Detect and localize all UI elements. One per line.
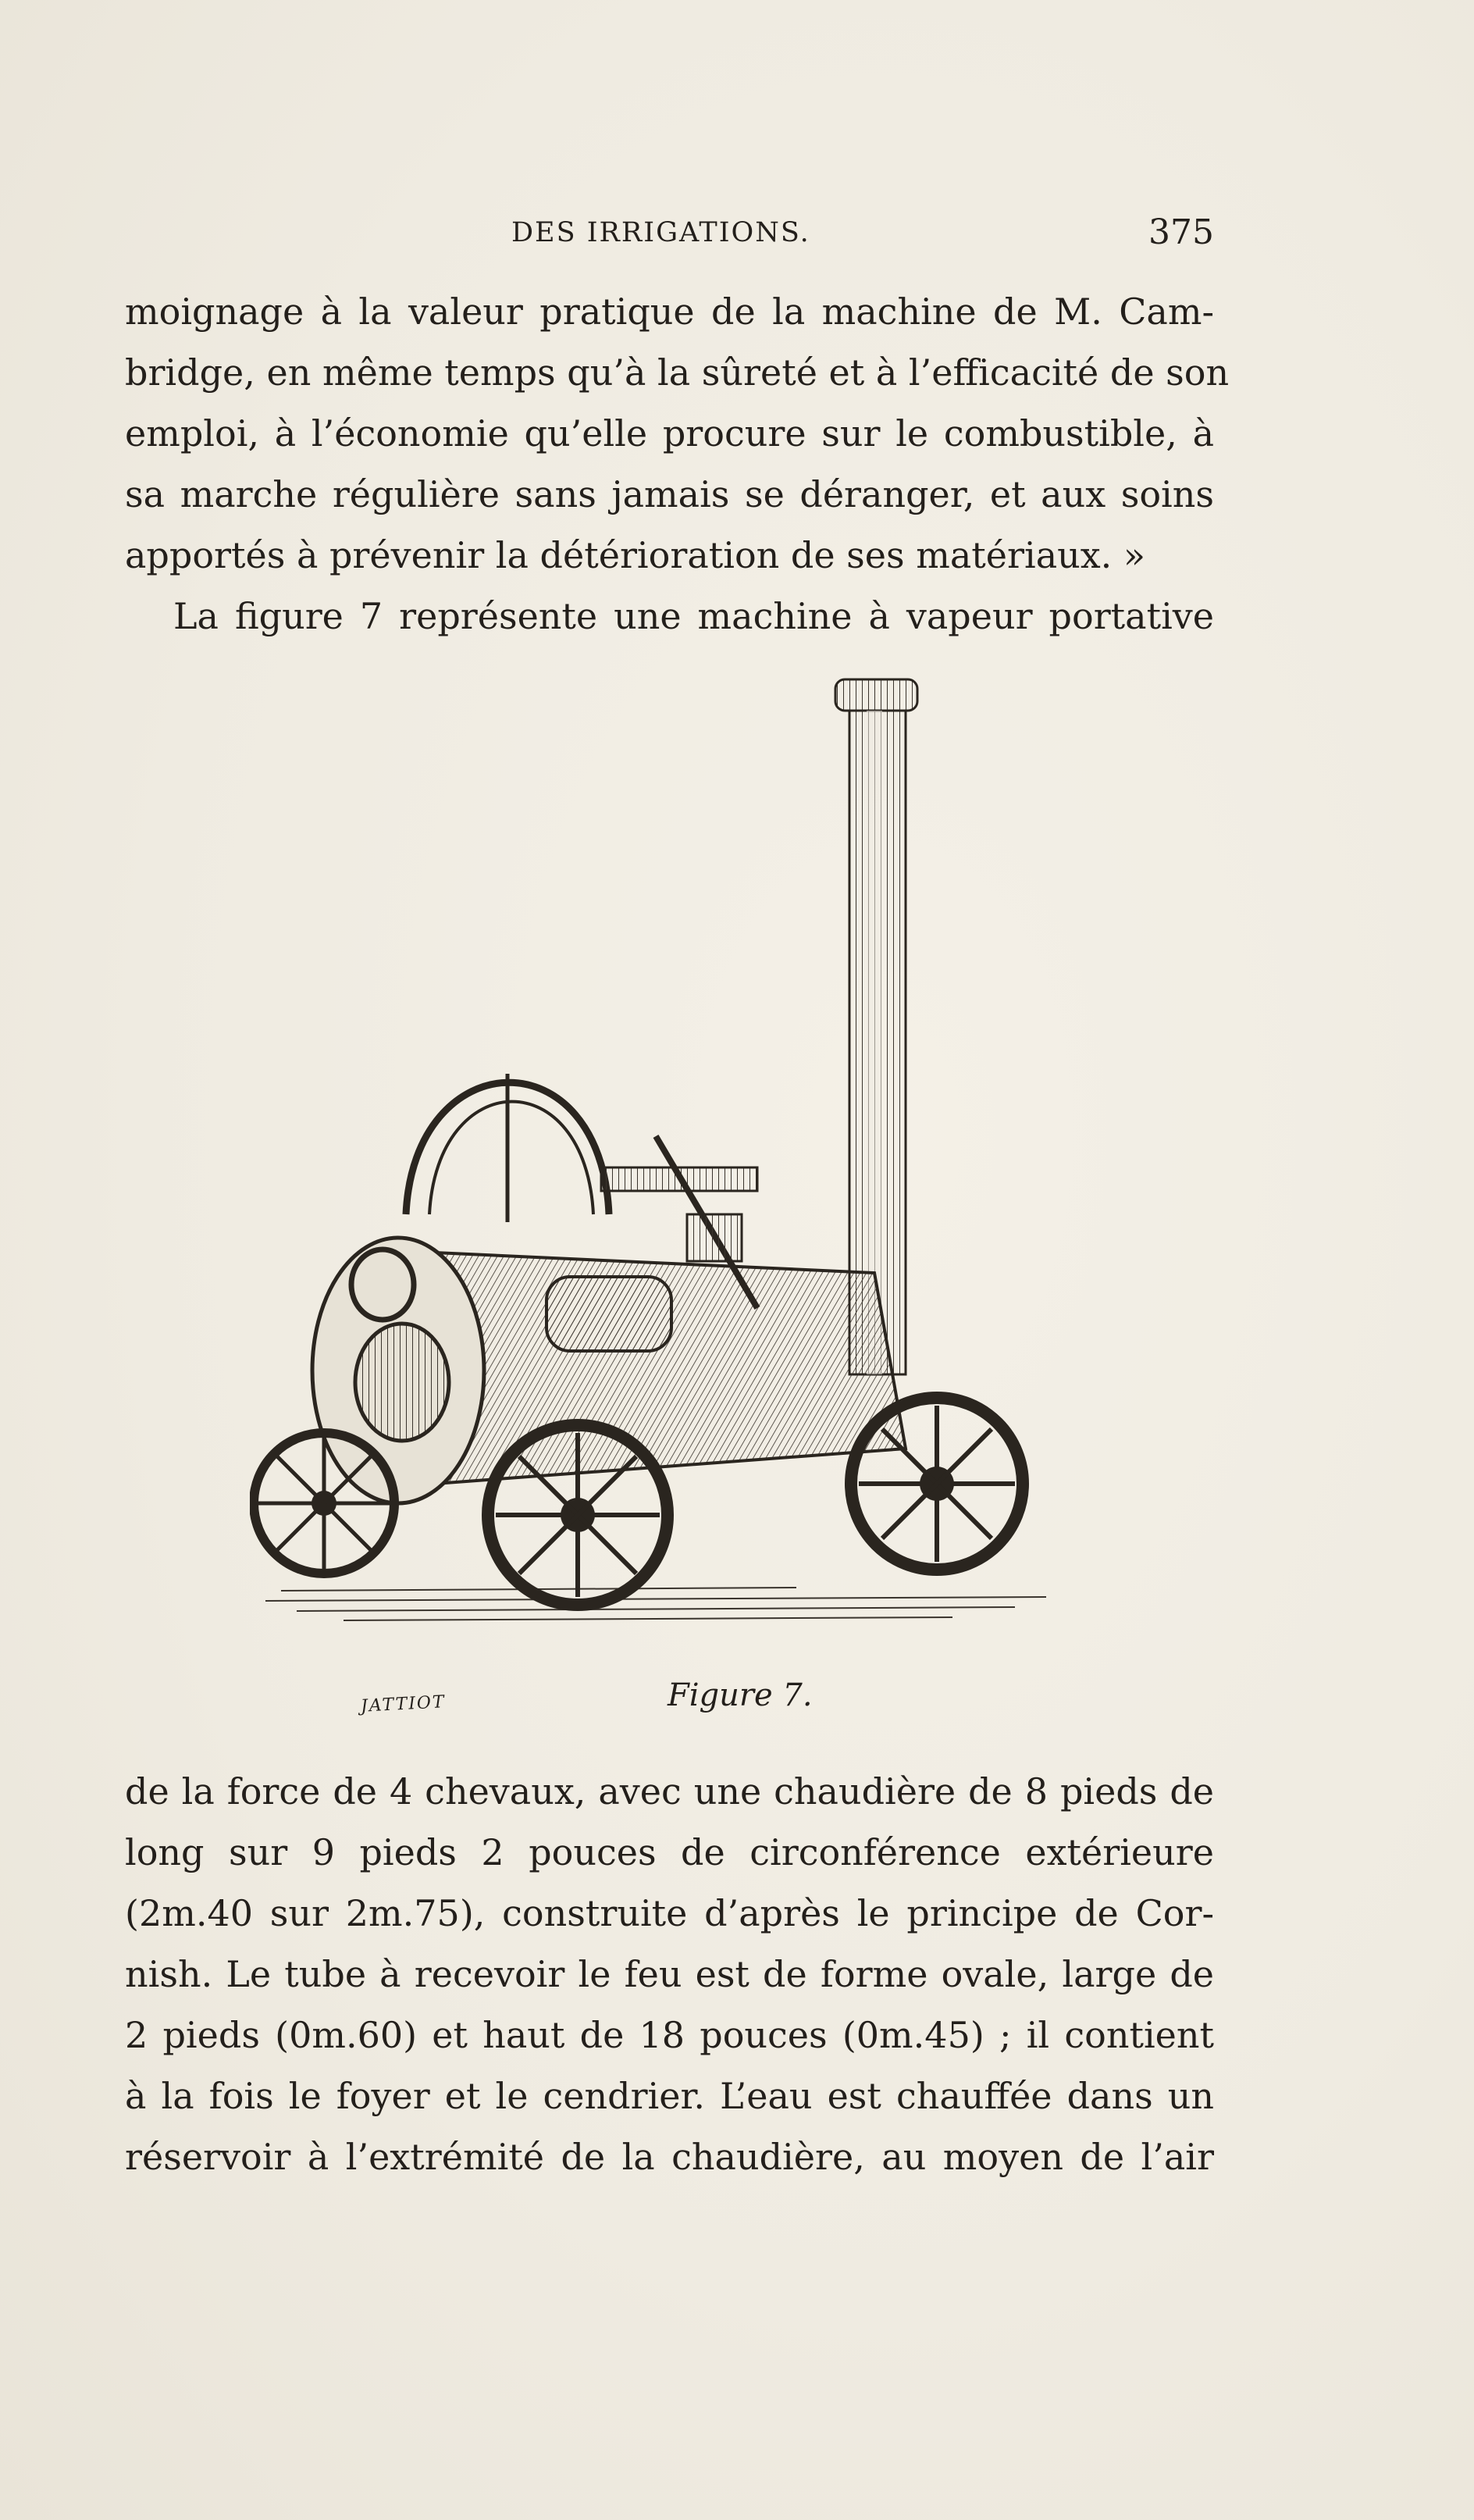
text-line: réservoir à l’extrémité de la chaudière, au moyen de l’air [125,2136,1214,2178]
rear-wheel [851,1398,1023,1570]
text-line: emploi, à l’économie qu’elle procure sur le combustible, à [125,412,1214,454]
figure-illustration [250,668,1070,1667]
engraver-signature: JATTIOT [360,1692,447,1716]
text-line: 2 pieds (0m.60) et haut de 18 pouces (0m.45) ; il contient [125,2014,1214,2056]
text-line: nish. Le tube à recevoir le feu est de forme ovale, large de [125,1953,1214,1995]
paragraph-start-line: La figure 7 représente une machine à vapeur portative [173,595,1214,637]
text-line: sa marche régulière sans jamais se déranger, et aux soins [125,473,1214,515]
text-line: apportés à prévenir la détérioration de ses matériaux. » [125,534,1146,576]
running-title: DES IRRIGATIONS. [511,217,810,248]
text-line: moignage à la valeur pratique de la machine de M. Cam- [125,290,1214,333]
figure-caption: Figure 7. [668,1677,813,1713]
ground-hatching [265,1588,1046,1620]
text-block-top [125,281,1230,647]
steam-engine-illustration [250,668,1070,1667]
text-line: à la fois le foyer et le cendrier. L’eau est chauffée dans un [125,2075,1214,2117]
front-wheel-far [254,1433,394,1574]
text-line: long sur 9 pieds 2 pouces de circonférence extérieure [125,1831,1214,1873]
page-number: 375 [1148,212,1214,252]
page-header [125,212,1214,259]
front-wheel-near [488,1425,668,1605]
text-line: bridge, en même temps qu’à la sûreté et à l’efficacité de son [125,351,1230,394]
text-line: (2m.40 sur 2m.75), construite d’après le principe de Cor- [125,1892,1214,1934]
text-block-bottom [125,1761,1214,2187]
text-line: de la force de 4 chevaux, avec une chaudière de 8 pieds de [125,1770,1214,1812]
